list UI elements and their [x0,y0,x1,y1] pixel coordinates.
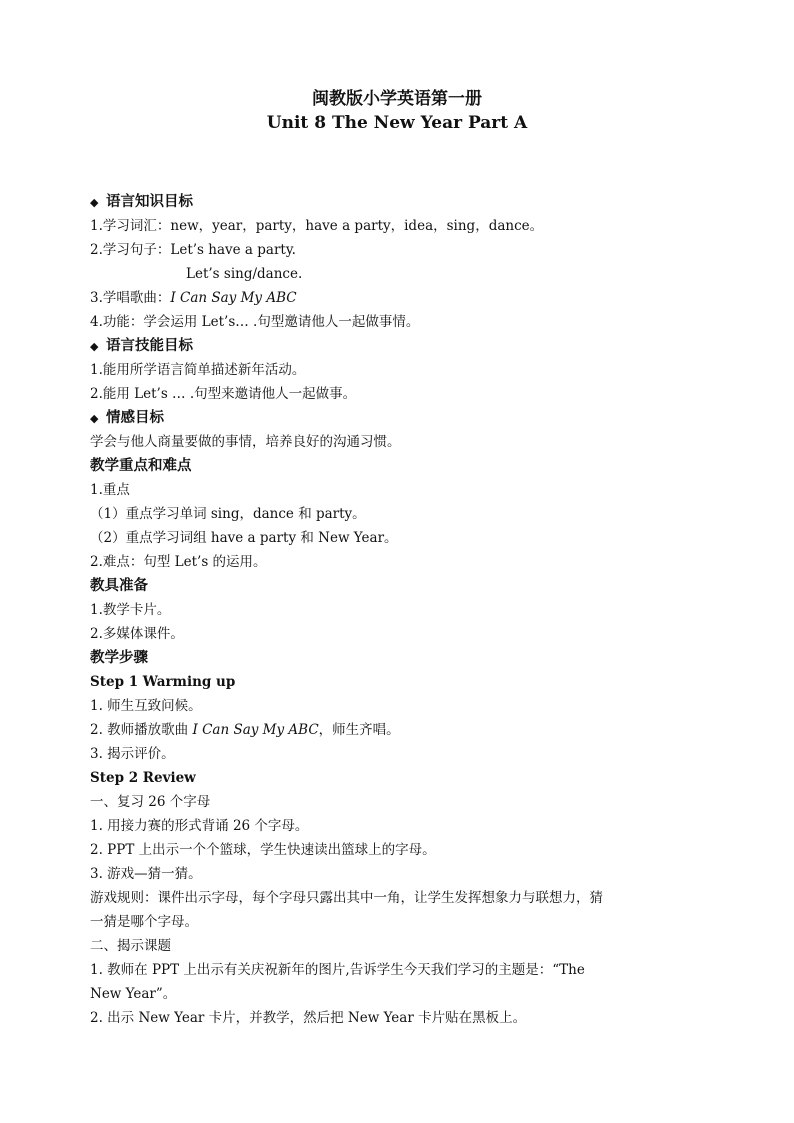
objective-sentences: 2.学习句子：Let’s have a party. [90,242,296,258]
difficult-point: 2.难点：句型 Let’s 的运用。 [90,554,267,570]
step-1-item-3: 3. 揭示评价。 [90,746,175,762]
section-heading-tools: 教具准备 [90,577,148,594]
diamond-bullet-icon: ◆ [90,412,99,425]
objective-song: 3.学唱歌曲：I Can Say My ABC [90,290,297,306]
song-title: I Can Say My ABC [170,290,297,306]
review-part-2-heading: 二、揭示课题 [90,938,171,954]
section-heading-language-skill: ◆ 语言技能目标 [90,336,710,357]
topic-item-1-line-2: New Year”。 [90,986,177,1002]
review-item-1: 1. 用接力赛的形式背诵 26 个字母。 [90,818,309,834]
emotion-item: 学会与他人商量要做的事情，培养良好的沟通习惯。 [90,434,401,450]
step-1-heading: Step 1 Warming up [90,674,236,690]
section-heading-key-points: 教学重点和难点 [90,457,192,474]
skill-item-2: 2.能用 Let’s … .句型来邀请他人一起做事。 [90,386,357,402]
diamond-bullet-icon: ◆ [90,196,99,209]
section-heading-steps: 教学步骤 [90,649,148,666]
key-point-1: （1）重点学习单词 sing，dance 和 party。 [90,506,366,522]
document-title-chinese: 闽教版小学英语第一册 [312,89,482,109]
step-1-item-1: 1. 师生互致问候。 [90,698,202,714]
section-heading-emotion: ◆ 情感目标 [90,408,710,429]
objective-sentences-cont: Let’s sing/dance. [186,266,303,282]
step-1-item-2: 2. 教师播放歌曲 I Can Say My ABC，师生齐唱。 [90,722,400,738]
song-title: I Can Say My ABC [192,722,319,738]
diamond-bullet-icon: ◆ [90,340,99,353]
objective-function: 4.功能：学会运用 Let’s… .句型邀请他人一起做事情。 [90,314,420,330]
key-point-label: 1.重点 [90,482,130,498]
game-rules-line-1: 游戏规则：课件出示字母，每个字母只露出其中一角，让学生发挥想象力与联想力，猜 [90,890,603,906]
topic-item-1-line-1: 1. 教师在 PPT 上出示有关庆祝新年的图片,告诉学生今天我们学习的主题是：“The [90,962,585,978]
review-item-3: 3. 游戏—猜一猜。 [90,866,202,882]
document-title-english: Unit 8 The New Year Part A [266,113,528,133]
objective-vocabulary: 1.学习词汇：new，year，party，have a party，idea，sing，dance。 [90,218,544,234]
tool-item-2: 2.多媒体课件。 [90,626,184,642]
key-point-2: （2）重点学习词组 have a party 和 New Year。 [90,530,398,546]
review-item-2: 2. PPT 上出示一个个篮球，学生快速读出篮球上的字母。 [90,842,436,858]
game-rules-line-2: 一猜是哪个字母。 [90,914,198,930]
review-part-1-heading: 一、复习 26 个字母 [90,794,211,810]
section-heading-language-knowledge: ◆ 语言知识目标 [90,192,710,213]
skill-item-1: 1.能用所学语言简单描述新年活动。 [90,362,306,378]
topic-item-2: 2. 出示 New Year 卡片，并教学，然后把 New Year 卡片贴在黑板上。 [90,1010,527,1026]
tool-item-1: 1.教学卡片。 [90,602,171,618]
step-2-heading: Step 2 Review [90,770,196,786]
